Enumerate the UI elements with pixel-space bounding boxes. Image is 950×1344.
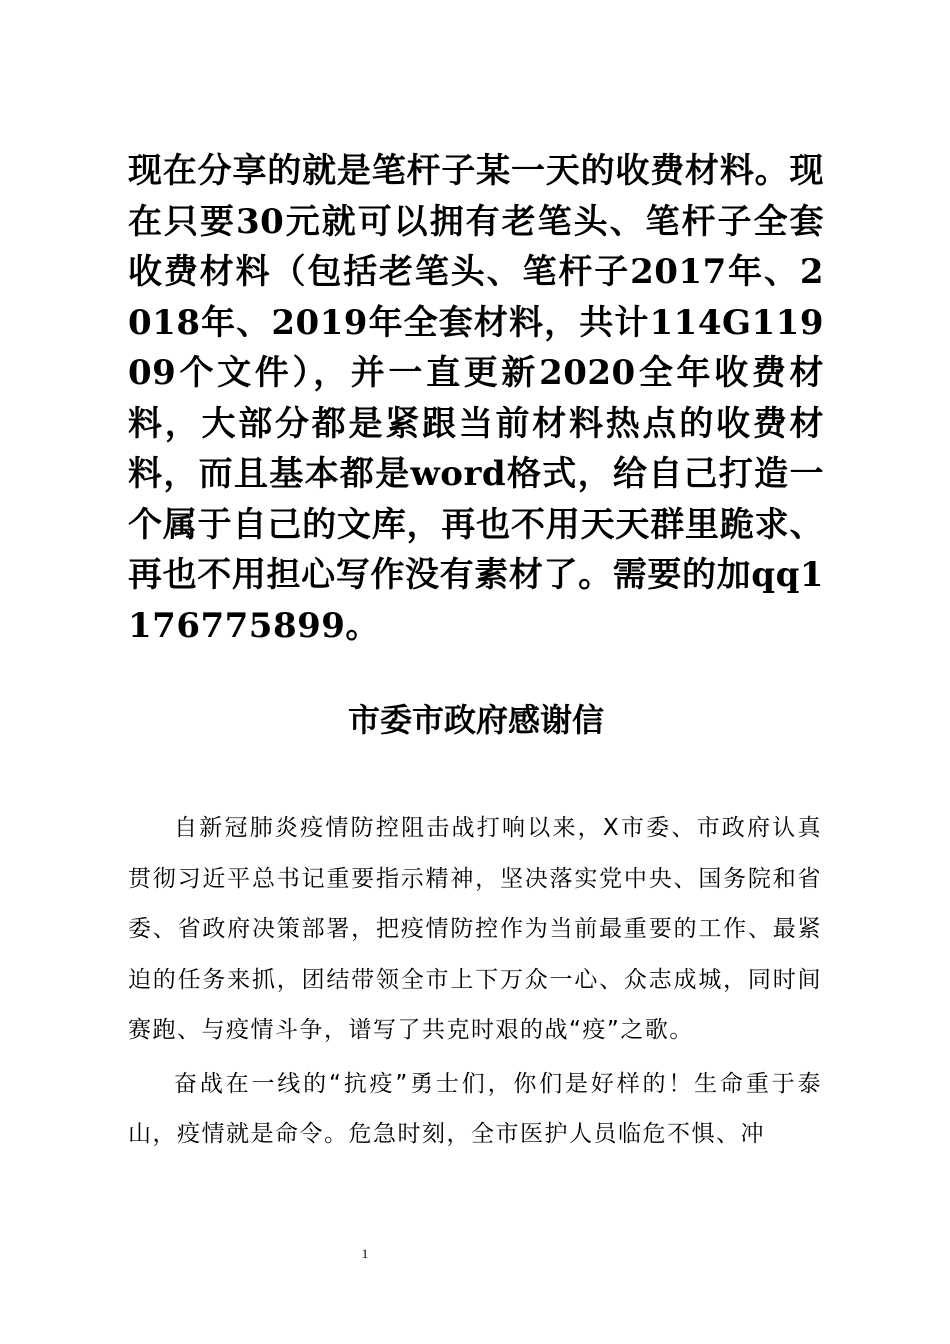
body-paragraph: 奋战在一线的“抗疫”勇士们，你们是好样的！生命重于泰山，疫情就是命令。危急时刻，全市医护人员临危不惧、冲: [128, 1070, 822, 1147]
document-title: 市委市政府感谢信: [347, 701, 604, 739]
promo-paragraph: 现在分享的就是笔杆子某一天的收费材料。现在只要30元就可以拥有老笔头、笔杆子全套收费材料（包括老笔头、笔杆子2017年、2018年、2019年全套材料，共计114G11909个文件），并一直更新2020全年收费材料，大部分都是紧跟当前材料热点的收费材料，而且基本都是word格式，给自己打造一个属于自己的文库，再也不用天天群里跪求、再也不用担心写作没有素材了。需要的加qq1176775899。: [128, 151, 824, 646]
document-body: [128, 803, 822, 1163]
body-paragraph: 自新冠肺炎疫情防控阻击战打响以来，X市委、市政府认真贯彻习近平总书记重要指示精神，坚决落实党中央、国务院和省委、省政府决策部署，把疫情防控作为当前最重要的工作、最紧迫的任务来抓，团结带领全市上下万众一心、众志成城，同时间赛跑、与疫情斗争，谱写了共克时艰的战“疫”之歌。: [128, 815, 822, 1043]
page-number: 1: [361, 1246, 369, 1261]
